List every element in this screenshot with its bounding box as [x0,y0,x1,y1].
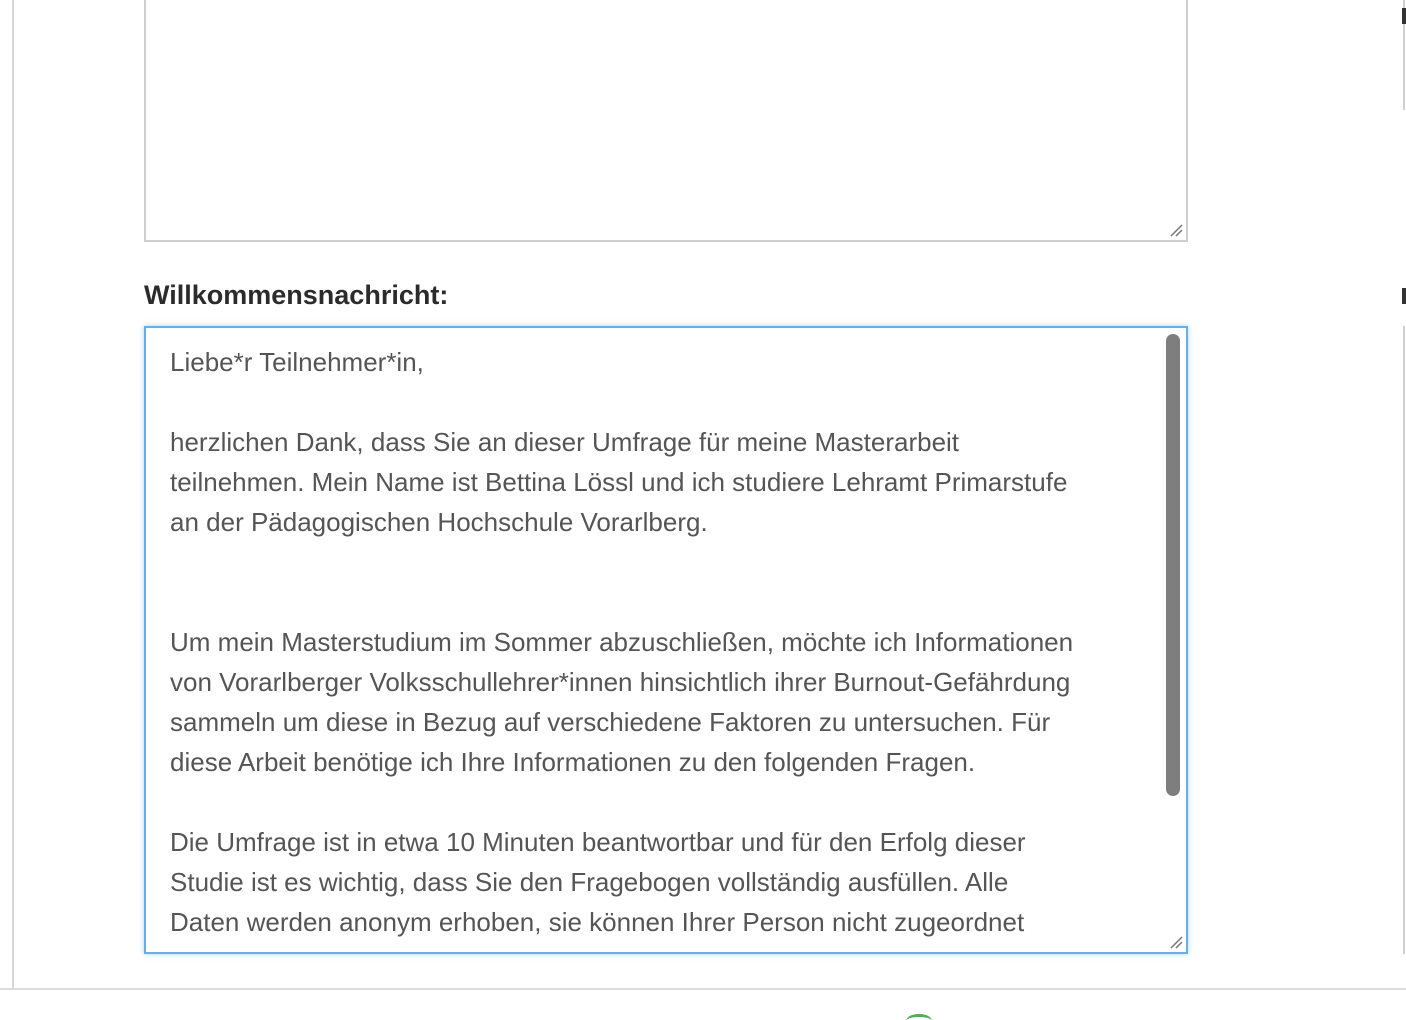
welcome-message-content[interactable] [170,342,1160,942]
resize-grip-icon[interactable] [1169,223,1183,237]
resize-grip-icon[interactable] [1169,935,1183,949]
welcome-greeting: Liebe*r Teilnehmer*in, [170,347,424,377]
welcome-message-textarea[interactable] [144,326,1188,954]
welcome-message-label: Willkommensnachricht: [144,280,449,310]
right-panel-marker-lower [1402,288,1406,304]
green-arc-icon [906,1014,932,1020]
welcome-paragraph-2: Um mein Masterstudium im Sommer abzuschließen, möchte ich Informationen von Vorarlberger Volksschullehrer*innen hinsichtlich ihrer Burnout-Gefährdung sammeln um diese in Bezug auf verschiedene Faktoren zu untersuchen. Für diese Arbeit benötige ich Ihre Informationen zu den folgenden Fragen. [170,627,1074,777]
footer-divider [0,988,1406,990]
welcome-paragraph-1: herzlichen Dank, dass Sie an dieser Umfrage für meine Masterarbeit teilnehmen. Mein Name ist Bettina Lössl und ich studiere Lehramt Primarstufe an der Pädagogischen Hochschule Vorarlberg. [170,427,1068,537]
panel-left-border [12,0,14,988]
right-panel-marker [1402,8,1406,24]
textarea-scrollbar-thumb[interactable] [1166,334,1180,796]
welcome-paragraph-3: Die Umfrage ist in etwa 10 Minuten beantwortbar und für den Erfolg dieser Studie ist es wichtig, dass Sie den Fragebogen vollständig ausfüllen. Alle Daten werden anonym erhoben, sie können Ihrer Person nicht zugeordnet [170,827,1026,937]
previous-textarea[interactable] [144,0,1188,242]
